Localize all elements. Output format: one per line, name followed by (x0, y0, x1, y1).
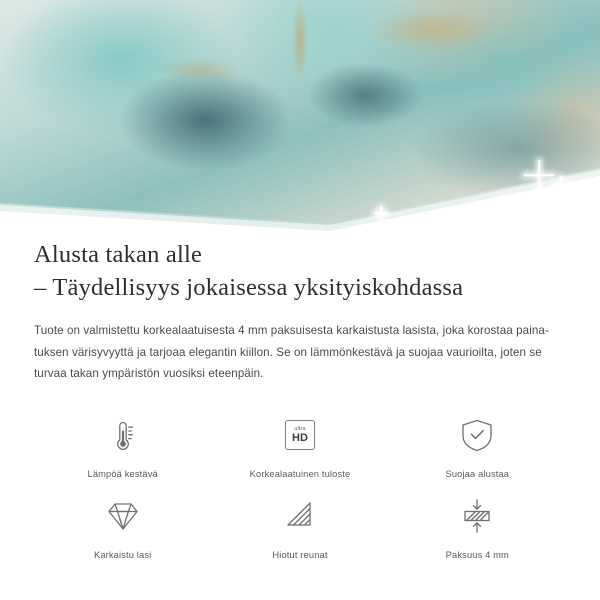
feature-label: Hiotut reunat (272, 550, 328, 561)
feature-item (34, 406, 211, 479)
hero-product-image (0, 0, 600, 232)
page-title (34, 239, 566, 304)
feature-label: Paksuus 4 mm (445, 550, 509, 561)
diamond-icon (103, 493, 143, 539)
feature-label: Lämpöä kestävä (87, 469, 158, 480)
thickness-arrows-icon (457, 493, 497, 539)
badge-bottom-text: HD (292, 432, 308, 445)
feature-item (211, 406, 388, 479)
feature-item (389, 406, 566, 479)
page-title-line1: Alusta takan alle (34, 241, 203, 268)
feature-label: Suojaa alustaa (445, 469, 510, 480)
shield-check-icon (459, 412, 495, 458)
ultra-hd-badge-icon (285, 412, 315, 458)
feature-label: Korkealaatuinen tuloste (249, 469, 351, 480)
feature-item (211, 487, 388, 560)
feature-item (389, 487, 566, 560)
feature-grid (34, 406, 566, 560)
badge-top-text: ultra (294, 425, 306, 432)
feature-label: Karkaistu lasi (93, 550, 152, 561)
page-title-line2: – Täydellisyys jokaisessa yksityiskohdassa (34, 273, 464, 301)
product-description-text: Tuote on valmistettu korkealaatuisesta 4 mm paksuisesta karkaistusta lasista, joka korostaa paina-tuksen värisyvyyttä ja tarjoaa elegantin kiillon. Se on lämmönkestävä ja suojaa vaurioilta, joten se turvaa takan ympäristön vuosiksi eteenpäin. (34, 324, 549, 381)
thermometer-icon (106, 412, 140, 458)
marble-glass-artwork (0, 0, 600, 232)
feature-item (34, 487, 211, 560)
polished-edges-icon (280, 493, 320, 539)
